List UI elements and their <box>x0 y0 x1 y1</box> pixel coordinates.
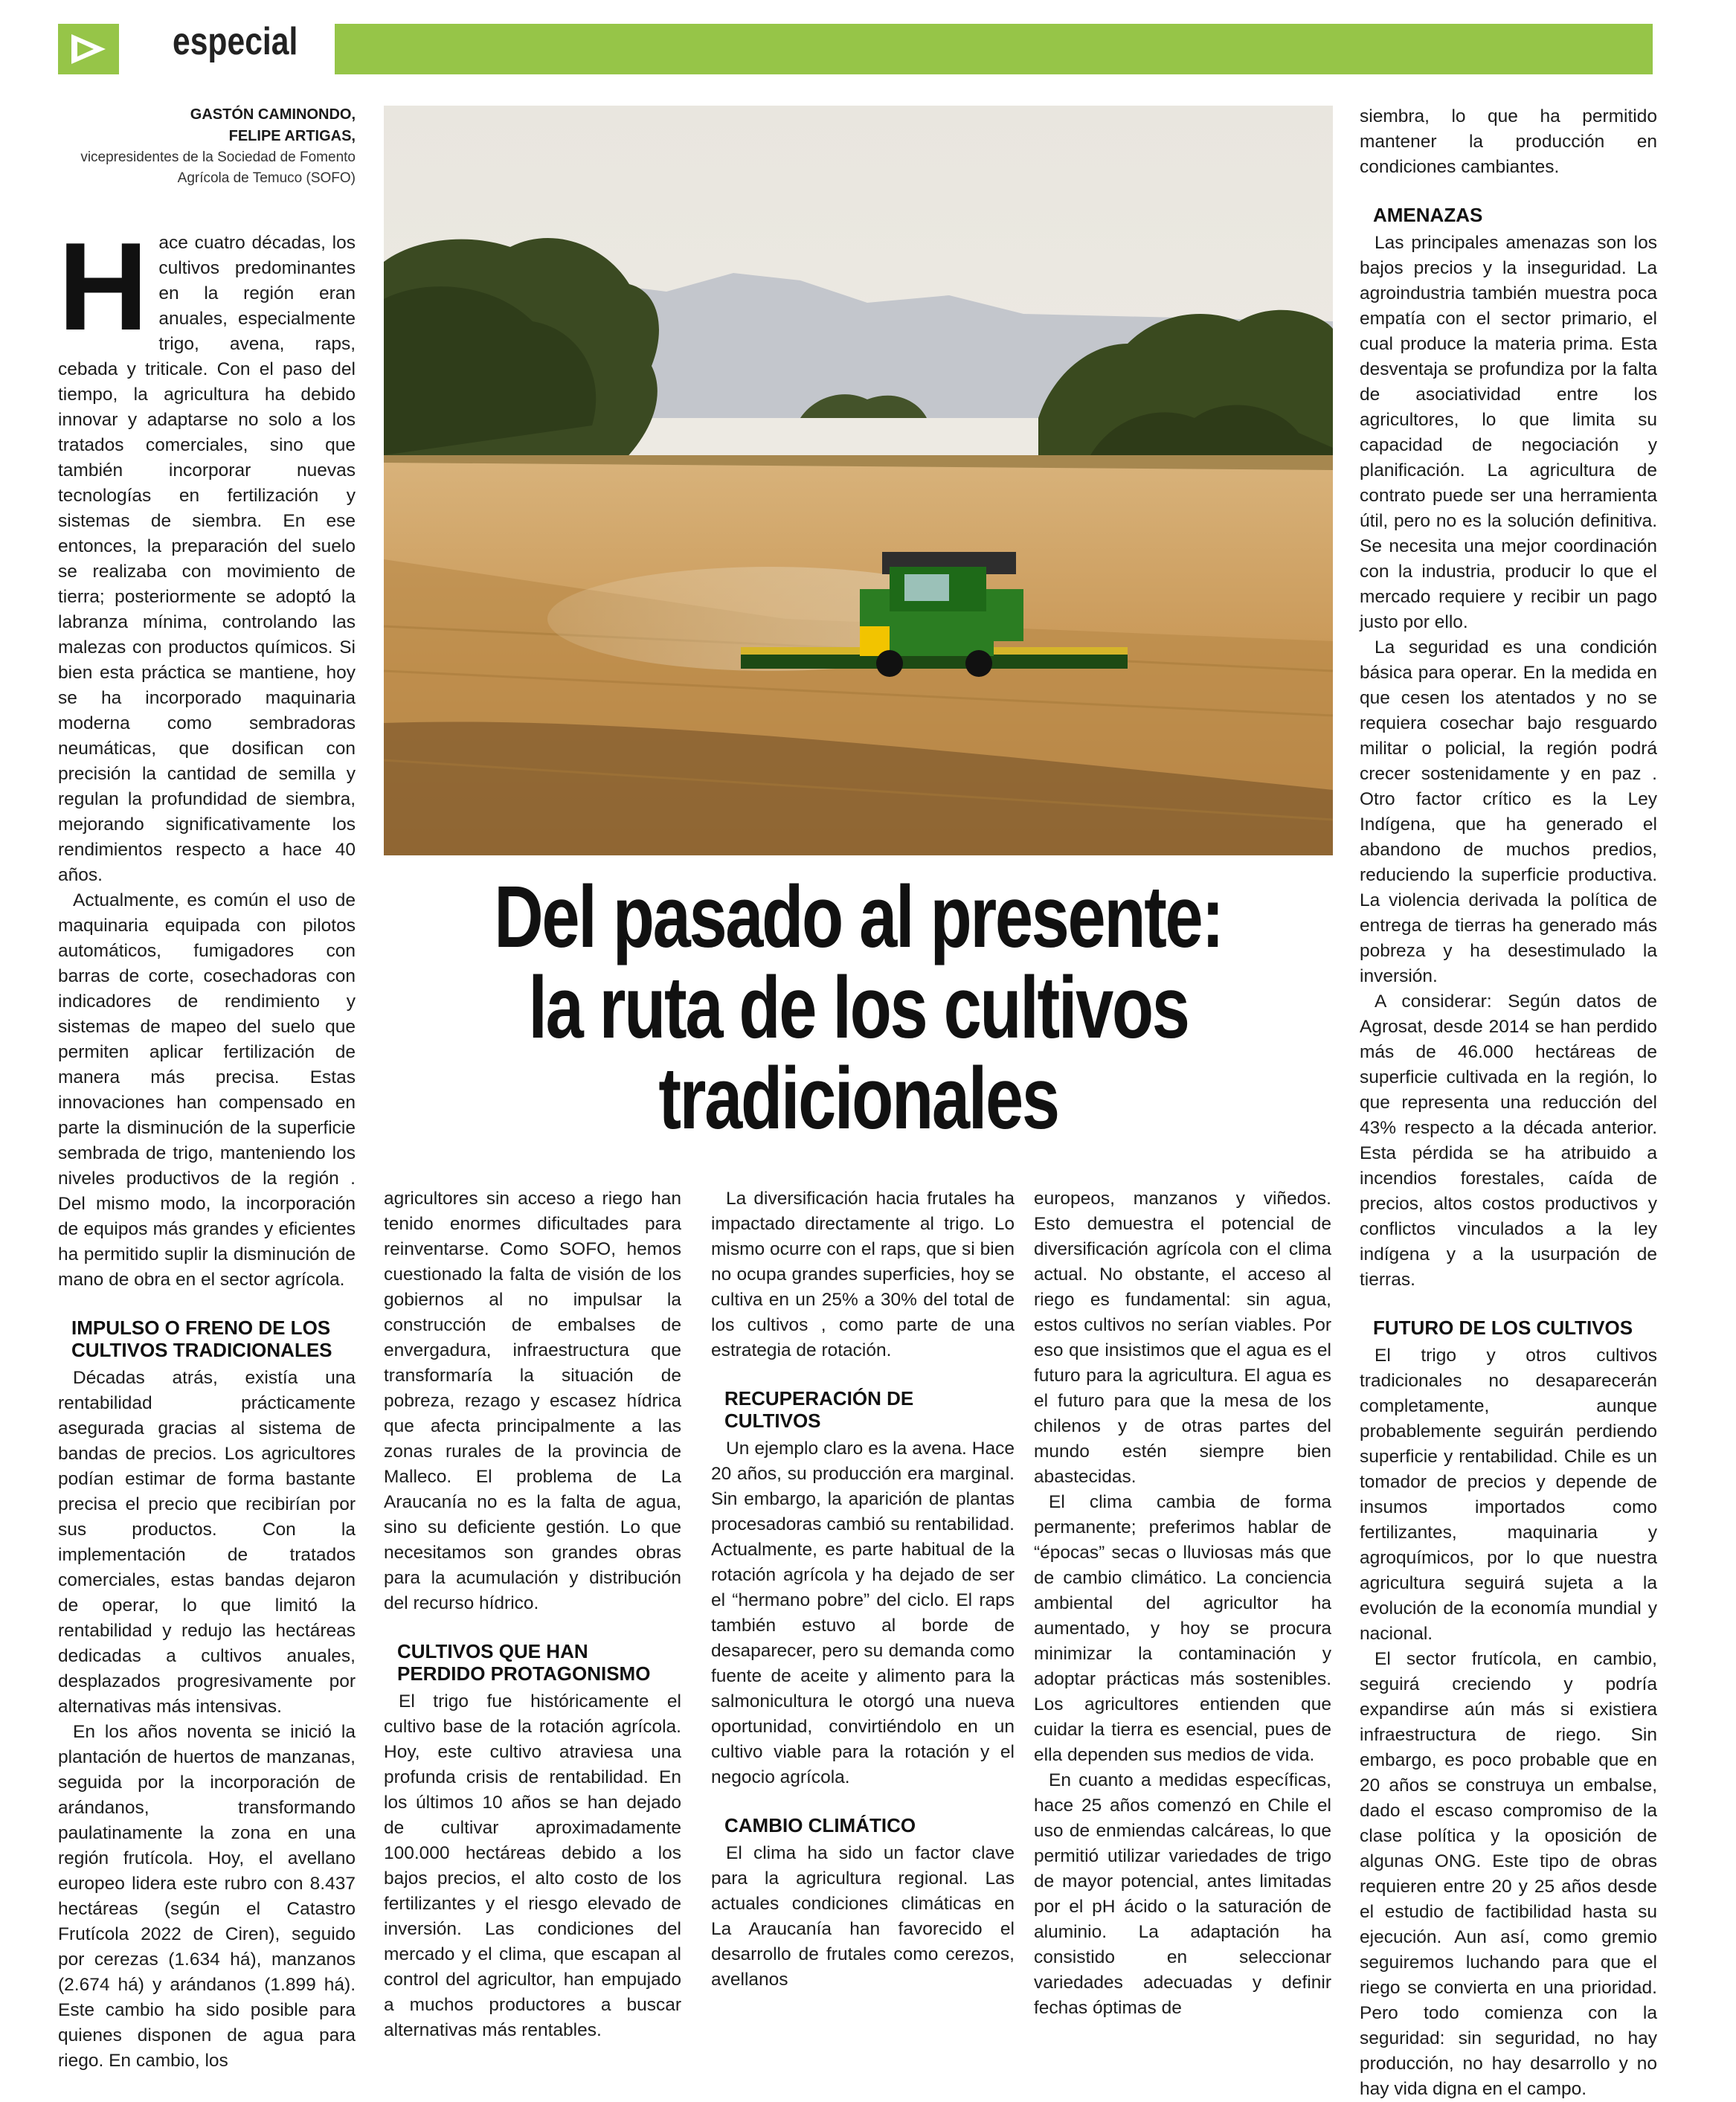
article-column-2 <box>384 1186 681 2040</box>
article-paragraph: El trigo y otros cultivos tradicionales no desaparecerán completamente, aunque probablemente seguirán perdiendo superficie y rentabilidad. Chile es un tomador de precios y depende de insumos importados como fertilizantes, maquinaria y agroquímicos, por lo que nuestra agricultura seguirá sujeta a la evolución de la economía mundial y nacional. <box>1360 1346 1657 1644</box>
author-role: vicepresidentes de la Sociedad de Fomento <box>80 150 356 165</box>
article-paragraph: La diversificación hacia frutales ha impactado directamente al trigo. Lo mismo ocurre con el raps, que si bien no ocupa grandes superficies, hoy se cultiva en un 25% a 30% del total de los cultivos , como parte de una estrategia de rotación. <box>711 1189 1015 1360</box>
article-paragraph: Un ejemplo claro es la avena. Hace 20 años, su producción era marginal. Sin embargo, la aparición de plantas procesadoras cambió su rentabilidad. Actualmente, es parte habitual de la rotación agrícola y ha dejado de ser el “hermano pobre” del ciclo. El raps también estuvo al borde de desaparecer, pero su demanda como fuente de aceite y alimento para la salmonicultura le otorgó una nueva oportunidad, convirtiéndolo en un cultivo viable para la rotación y el negocio agrícola. <box>711 1439 1015 1787</box>
headline-line: la ruta de los cultivos <box>528 959 1189 1057</box>
article-paragraph: siembra, lo que ha permitido mantener la producción en condiciones cambiantes. <box>1360 106 1657 177</box>
section-heading: IMPULSO O FRENO DE LOS CULTIVOS TRADICIONALES <box>71 1317 332 1361</box>
header-bar <box>335 24 1653 74</box>
headline-line: tradicionales <box>658 1050 1058 1148</box>
author-name: GASTÓN CAMINONDO, <box>190 106 356 123</box>
article-paragraph: El clima cambia de forma permanente; preferimos hablar de “épocas” secas o lluviosas más que de cambio climático. La conciencia ambiental del agricultor ha aumentado, y hoy se procura minimizar la contaminación y adoptar prácticas más sostenibles. Los agricultores entienden que cuidar la tierra es esencial, pues de ella dependen sus medios de vida. <box>1034 1492 1331 1765</box>
section-heading: CAMBIO CLIMÁTICO <box>724 1814 916 1836</box>
play-arrow-icon <box>58 24 119 74</box>
author-name: FELIPE ARTIGAS, <box>228 128 356 144</box>
headline <box>384 868 1333 1148</box>
article-paragraph: A considerar: Según datos de Agrosat, desde 2014 se han perdido más de 46.000 hectáreas de superficie cultivada en la región, lo que representa una reducción del 43% respecto a la década anterior. Esta pérdida se ha atribuido a incendios forestales, caída de precios, altos costos productivos y conflictos vinculados a la ley indígena y a la usurpación de tierras. <box>1360 991 1657 1290</box>
author-role: Agrícola de Temuco (SOFO) <box>177 170 356 186</box>
article-column-5 <box>1360 104 1657 2099</box>
section-header <box>0 0 1736 89</box>
headline-line: Del pasado al presente: <box>494 868 1223 966</box>
article-paragraph: En los años noventa se inició la plantación de huertos de manzanas, seguida por la incorporación de arándanos, transformando paulatinamente la zona en una región frutícola. Hoy, el avellano europeo lidera este rubro con 8.437 hectáreas (según el Catastro Frutícola 2022 de Ciren), seguido por cerezas (1.634 há), manzanos (2.674 há) y arándanos (1.899 há). Este cambio ha sido posible para quienes disponen de agua para riego. En cambio, los <box>58 1722 356 2071</box>
drop-cap: H <box>58 216 149 356</box>
article-paragraph: Actualmente, es común el uso de maquinaria equipada con pilotos automáticos, fumigadores con barras de corte, cosechadoras con indicadores de rendimiento y sistemas de mapeo del suelo que permiten aplicar fertilización de manera más precisa. Estas innovaciones han compensado en parte la disminución de la superficie sembrada de trigo, manteniendo los niveles productivos de la región . Del mismo modo, la incorporación de equipos más grandes y eficientes ha permitido suplir la disminución de mano de obra en el sector agrícola. <box>58 890 356 1290</box>
section-heading: FUTURO DE LOS CULTIVOS <box>1373 1317 1633 1339</box>
section-heading: AMENAZAS <box>1373 204 1483 226</box>
combine-harvester-photo <box>384 106 1333 855</box>
section-heading: CULTIVOS QUE HAN PERDIDO PROTAGONISMO <box>397 1640 651 1685</box>
article-paragraph: La seguridad es una condición básica para operar. En la medida en que cesen los atentados y no se requiera cosechar bajo resguardo militar o policial, la región podrá crecer sostenidamente y en paz . Otro factor crítico es la Ley Indígena, que ha generado el abandono de muchos predios, reduciendo la superficie productiva. La violencia derivada la política de entrega de tierras ha generado más pobreza y ha desestimulado la inversión. <box>1360 637 1657 986</box>
section-label: especial <box>173 20 298 63</box>
article-paragraph: Décadas atrás, existía una rentabilidad prácticamente asegurada gracias al sistema de bandas de precios. Los agricultores podían estimar de forma bastante precisa el precio que recibirían por sus productos. Con la implementación de tratados comerciales, estas bandas dejaron de operar, lo que limitó la rentabilidad y redujo las hectáreas dedicadas a cultivos anuales, desplazados progresivamente por alternativas más intensivas. <box>58 1368 356 1717</box>
byline <box>58 104 356 188</box>
article-column-3 <box>711 1186 1015 1990</box>
article-paragraph: En cuanto a medidas específicas, hace 25 años comenzó en Chile el uso de enmiendas calcáreas, lo que permitió utilizar variedades de trigo de mayor potencial, antes limitadas por el pH ácido o la saturación de aluminio. La adaptación ha consistido en seleccionar variedades adecuadas y definir fechas óptimas de <box>1034 1770 1331 2018</box>
article-column-1 <box>58 216 356 2071</box>
section-heading: RECUPERACIÓN DE CULTIVOS <box>724 1387 914 1432</box>
article-paragraph: El clima ha sido un factor clave para la agricultura regional. Las actuales condiciones climáticas en La Araucanía han favorecido el desarrollo de frutales como cerezos, avellanos <box>711 1843 1015 1990</box>
article-paragraph: europeos, manzanos y viñedos. Esto demuestra el potencial de diversificación agrícola con el clima actual. No obstante, el acceso al riego es fundamental: sin agua, estos cultivos no serían viables. Por eso que insistimos que el agua es el futuro para la agricultura. El agua es el futuro para que la mesa de los chilenos y de otras partes del mundo estén siempre bien abastecidas. <box>1034 1189 1331 1487</box>
article-paragraph: El trigo fue históricamente el cultivo base de la rotación agrícola. Hoy, este cultivo atraviesa una profunda crisis de rentabilidad. En los últimos 10 años se han dejado de cultivar aproximadamente 100.000 hectáreas debido a los bajos precios, el alto costo de los fertilizantes y el riesgo elevado de inversión. Las condiciones del mercado y el clima, que escapan al control del agricultor, han empujado a muchos productores a buscar alternativas más rentables. <box>384 1691 681 2040</box>
article-paragraph: Las principales amenazas son los bajos precios y la inseguridad. La agroindustria también muestra poca empatía con el sector primario, el cual produce la materia prima. Esta desventaja se profundiza por la falta de asociatividad entre los agricultores, lo que limita su capacidad de negociación y planificación. La agricultura de contrato puede ser una herramienta útil, pero no es la solución definitiva. Se necesita una mejor coordinación con la industria, producir lo que el mercado requiere y recibir un pago justo por ello. <box>1360 233 1657 632</box>
article-paragraph: El sector frutícola, en cambio, seguirá creciendo y podría expandirse aún más si existiera infraestructura de riego. Sin embargo, es poco probable que en 20 años se construya un embalse, dado el escaso compromiso de la clase política y la oposición de algunas ONG. Este tipo de obras requieren entre 20 y 25 años desde el estudio de factibilidad hasta su ejecución. Aun así, como gremio seguiremos luchando para que el riego se convierta en una prioridad. Pero todo comienza con la seguridad: sin seguridad, no hay producción, no hay desarrollo y no hay vida digna en el campo. <box>1360 1649 1657 2099</box>
article-paragraph: agricultores sin acceso a riego han tenido enormes dificultades para reinventarse. Como SOFO, hemos cuestionado la falta de visión de los gobiernos al no impulsar la construcción de embalses de envergadura, infraestructura que transformaría la situación de pobreza, rezago y escasez hídrica que afecta principalmente a las zonas rurales de la provincia de Malleco. El problema de La Araucanía no es la falta de agua, sino su deficiente gestión. Lo que necesitamos son grandes obras para la acumulación y distribución del recurso hídrico. <box>384 1189 681 1613</box>
article-paragraph: Hace cuatro décadas, los cultivos predominantes en la región eran anuales, especialmente trigo, avena, raps, cebada y triticale. Con el paso del tiempo, la agricultura ha debido innovar y adaptarse no solo a los tratados comerciales, sino que también incorporar nuevas tecnologías en fertilización y sistemas de siembra. En ese entonces, la preparación del suelo se realizaba con movimiento de tierra; posteriormente se adoptó la labranza mínima, controlando las malezas con productos químicos. Si bien esta práctica se mantiene, hoy se ha incorporado maquinaria moderna como sembradoras neumáticas, que dosifican con precisión la cantidad de semilla y regulan la profundidad de siembra, mejorando significativamente los rendimientos respecto a hace 40 años. <box>58 216 356 885</box>
article-column-4 <box>1034 1186 1331 2018</box>
